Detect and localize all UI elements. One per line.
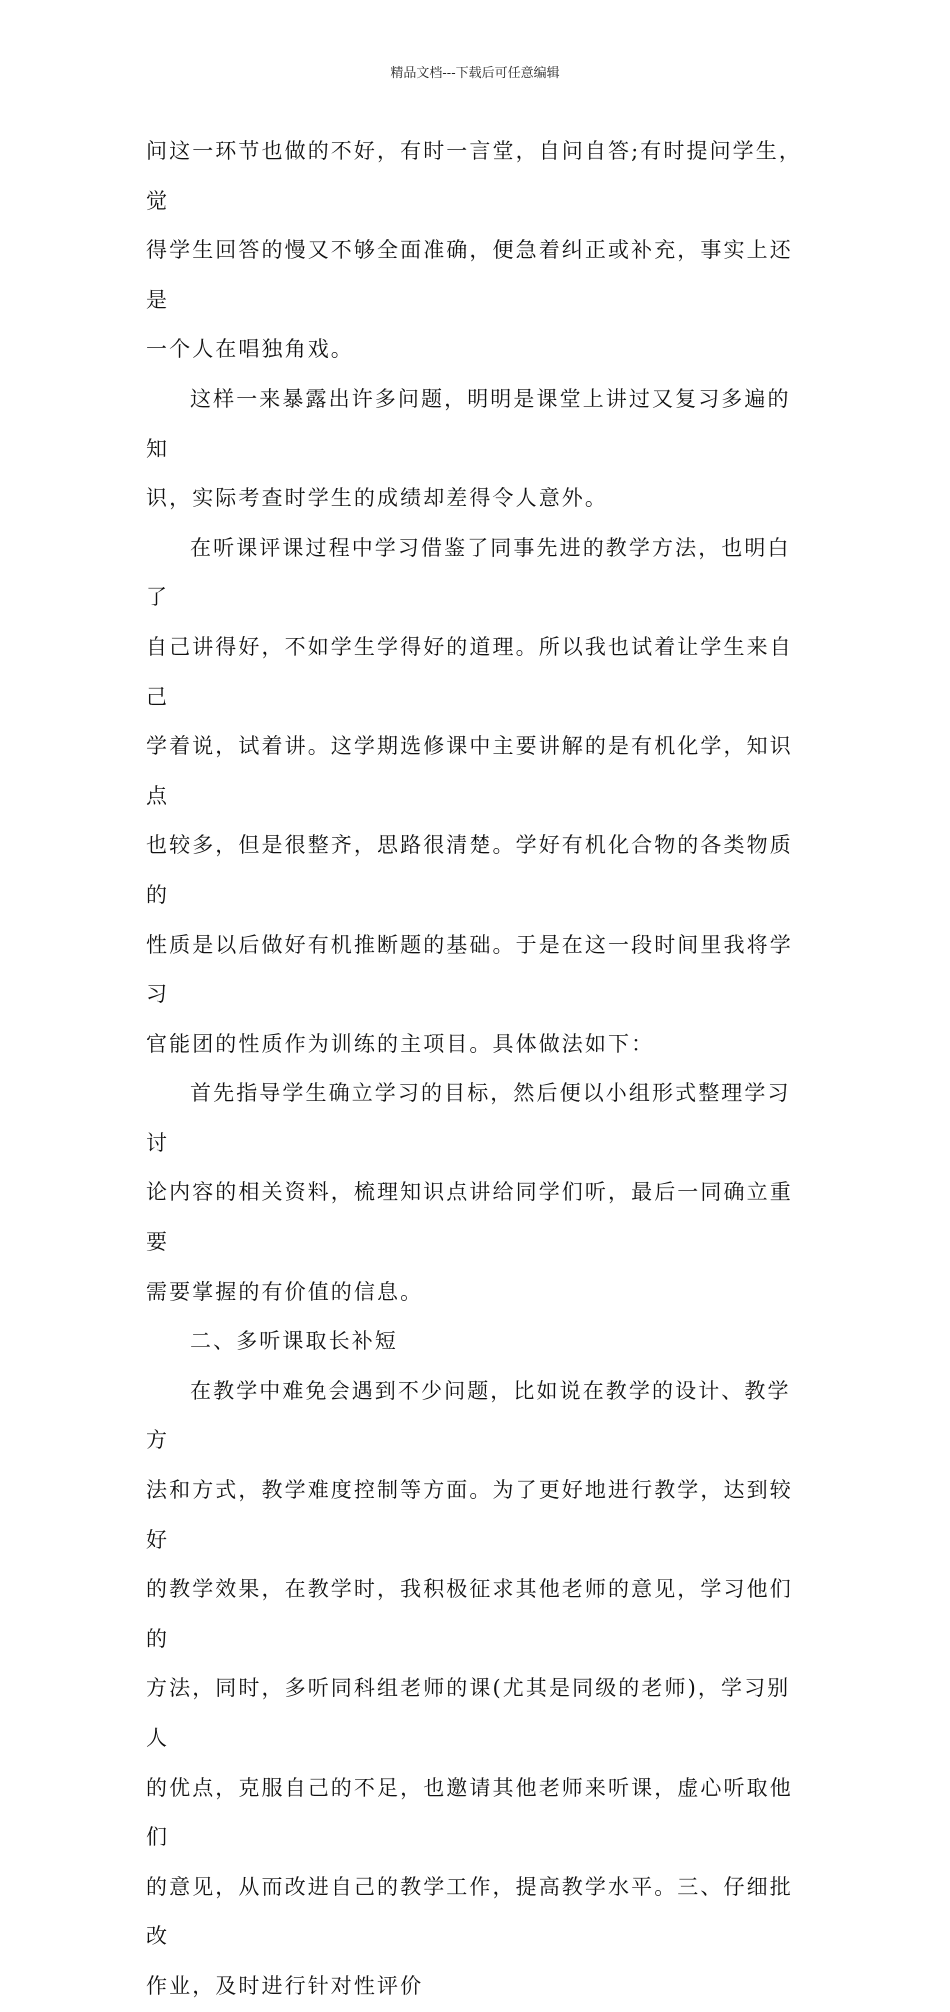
page-header: 精品文档---下载后可任意编辑 bbox=[390, 66, 560, 81]
paragraph-4: 首先指导学生确立学习的目标，然后便以小组形式整理学习讨 论内容的相关资料，梳理知识点讲给同学们听，最后一同确立重要 需要掌握的有价值的信息。 bbox=[146, 1081, 793, 1304]
document-body bbox=[146, 127, 806, 2012]
paragraph-2: 这样一来暴露出许多问题，明明是课堂上讲过又复习多遍的知 识，实际考查时学生的成绩却差得令人意外。 bbox=[146, 386, 791, 511]
paragraph-1: 问这一环节也做的不好，有时一言堂，自问自答;有时提问学生，觉 得学生回答的慢又不够全面准确，便急着纠正或补充，事实上还是 一个人在唱独角戏。 bbox=[146, 139, 802, 362]
section-heading: 二、多听课取长补短 bbox=[190, 1329, 398, 1354]
paragraph-5: 在教学中难免会遇到不少问题，比如说在教学的设计、教学方 法和方式，教学难度控制等方面。为了更好地进行教学，达到较好 的教学效果，在教学时，我积极征求其他老师的意见，学习他们的 方法，同时，多听同科组老师的课(尤其是同级的老师)，学习别人 的优点，克服自己的不足，也邀请其他老师来听课，虚心听取他们 的意见，从而改进自己的教学工作，提高教学水平。三、仔细批改 作业，及时进行针对性评价 bbox=[146, 1378, 793, 1998]
paragraph-3: 在听课评课过程中学习借鉴了同事先进的教学方法，也明白了 自己讲得好，不如学生学得好的道理。所以我也试着让学生来自己 学着说，试着讲。这学期选修课中主要讲解的是有机化学，知识点 也较多，但是很整齐，思路很清楚。学好有机化合物的各类物质的 性质是以后做好有机推断题的基础。于是在这一段时间里我将学习 官能团的性质作为训练的主项目。具体做法如下： bbox=[146, 535, 793, 1056]
